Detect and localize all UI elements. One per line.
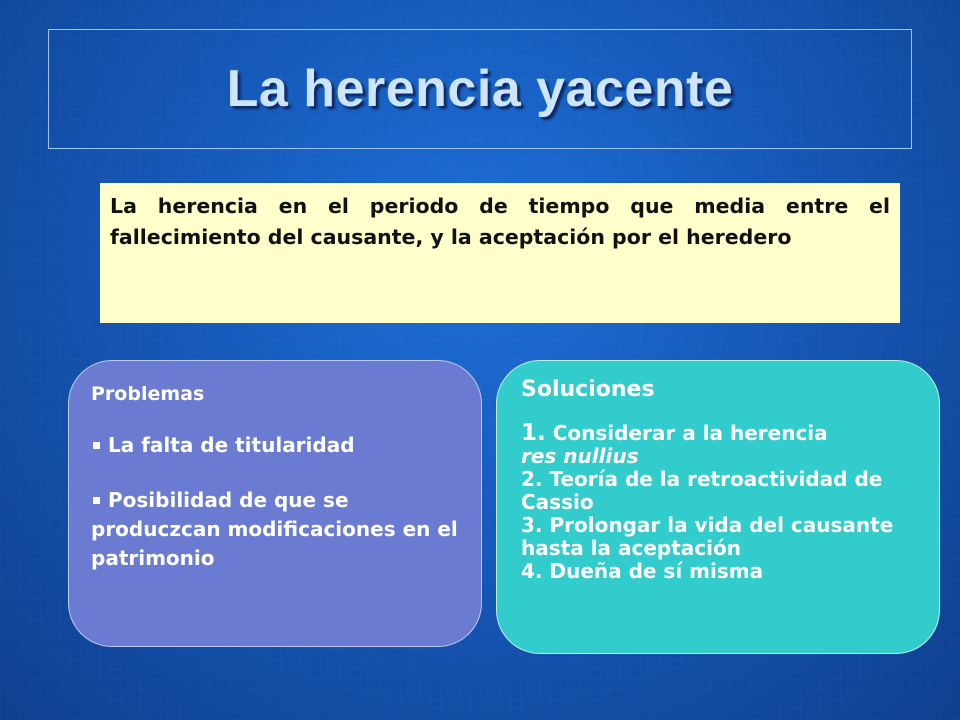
solutions-card [496, 360, 940, 654]
square-bullet-icon [93, 497, 100, 504]
solution-italic-term: res nullius [521, 444, 639, 468]
slide-title: La herencia yacente [226, 60, 734, 118]
definition-text: La herencia en el periodo de tiempo que media entre el fallecimiento del causante, y la aceptación por el heredero [110, 194, 890, 249]
solution-item [521, 514, 919, 560]
solution-item [521, 560, 919, 583]
solution-text: Considerar a la herencia [552, 421, 828, 445]
solution-text: Dueña de sí misma [549, 559, 764, 583]
solution-text: Teoría de la retroactividad de Cassio [521, 467, 883, 514]
solution-number: 2. [521, 467, 543, 491]
problems-card [68, 360, 482, 647]
solutions-heading: Soluciones [521, 377, 655, 402]
problem-item-text: Posibilidad de que se produczcan modificaciones en el patrimonio [91, 488, 458, 570]
solution-number: 3. [521, 513, 543, 537]
definition-box [100, 183, 900, 323]
problem-item [91, 486, 461, 573]
problem-item-text: La falta de titularidad [108, 433, 355, 457]
solution-item [521, 422, 919, 468]
solution-number: 4. [521, 559, 543, 583]
solution-item [521, 468, 919, 514]
problem-item [91, 431, 461, 460]
solution-number: 1. [521, 420, 546, 446]
title-frame [48, 29, 912, 149]
square-bullet-icon [93, 442, 100, 449]
problems-heading: Problemas [91, 383, 205, 405]
solution-text: Prolongar la vida del causante hasta la aceptación [521, 513, 894, 560]
